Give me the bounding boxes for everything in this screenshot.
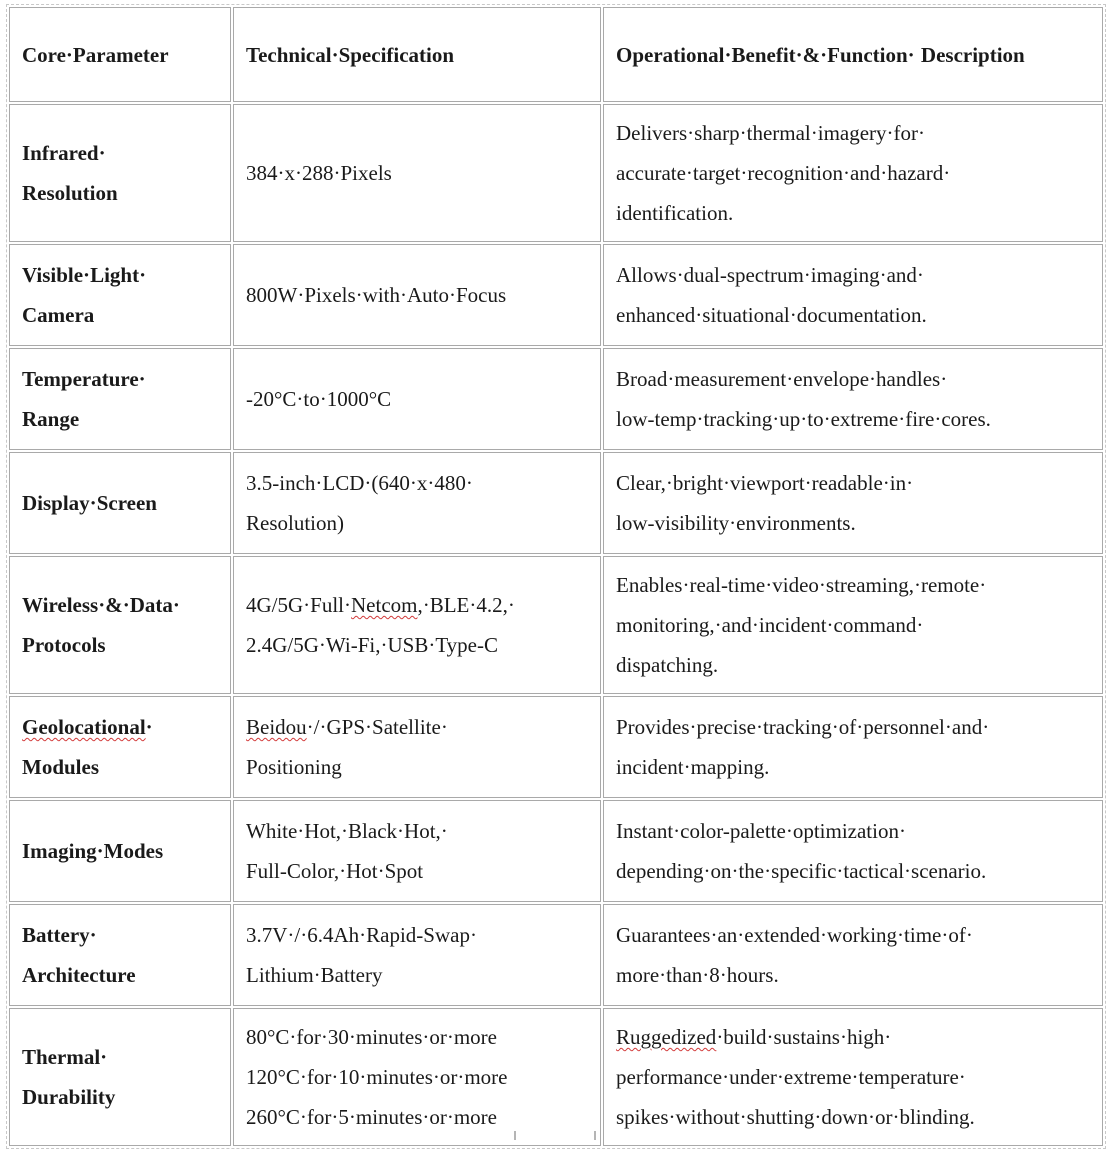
- cell-text-line: Beidou·/·GPS·Satellite·: [246, 715, 448, 739]
- benefit-cell: [603, 696, 1103, 798]
- benefit-cell: [603, 1008, 1103, 1146]
- parameter-cell: [9, 104, 231, 242]
- specification-cell: [233, 452, 601, 554]
- benefit-cell: [603, 244, 1103, 346]
- header-operational-benefit: Operational·Benefit·&·Function· Description: [603, 7, 1103, 102]
- cell-text-line: Clear,·bright·viewport·readable·in·: [616, 471, 914, 495]
- cell-text-line: spikes·without·shutting·down·or·blinding.: [616, 1105, 975, 1129]
- cell-text-line: Instant·color-palette·optimization·: [616, 819, 906, 843]
- benefit-cell: [603, 348, 1103, 450]
- cell-text-line: Display·Screen: [22, 491, 157, 515]
- cell-text-line: low-visibility·environments.: [616, 511, 856, 535]
- table-row: [9, 696, 1103, 798]
- cell-text-line: Broad·measurement·envelope·handles·: [616, 367, 948, 391]
- specification-cell: [233, 556, 601, 694]
- cell-text-line: performance·under·extreme·temperature·: [616, 1065, 966, 1089]
- cell-text-line: 4G/5G·Full·Netcom,·BLE·4.2,·: [246, 593, 515, 617]
- cell-text-line: 384·x·288·Pixels: [246, 161, 392, 185]
- parameter-cell: [9, 1008, 231, 1146]
- cell-text-line: Range: [22, 407, 80, 431]
- specification-cell: [233, 244, 601, 346]
- specification-cell: [233, 696, 601, 798]
- cell-text-line: dispatching.: [616, 653, 719, 677]
- cell-text-line: Allows·dual-spectrum·imaging·and·: [616, 263, 924, 287]
- cell-text-line: 3.5-inch·LCD·(640·x·480·: [246, 471, 473, 495]
- parameter-cell: [9, 556, 231, 694]
- cell-text-line: Ruggedized·build·sustains·high·: [616, 1025, 892, 1049]
- table-row: [9, 904, 1103, 1006]
- benefit-cell: [603, 104, 1103, 242]
- cell-text-line: Thermal·: [22, 1045, 108, 1069]
- cell-text-line: 260°C·for·5·minutes·or·more: [246, 1105, 497, 1129]
- cell-text-line: incident·mapping.: [616, 755, 770, 779]
- specification-cell: [233, 904, 601, 1006]
- table-row: [9, 800, 1103, 902]
- specification-cell: [233, 104, 601, 242]
- cell-text-line: 2.4G/5G·Wi-Fi,·USB·Type-C: [246, 633, 498, 657]
- table-row: [9, 1008, 1103, 1146]
- table-row: [9, 556, 1103, 694]
- parameter-cell: [9, 348, 231, 450]
- table-header-row: [9, 7, 1103, 102]
- cell-text-line: White·Hot,·Black·Hot,·: [246, 819, 448, 843]
- cell-text-line: enhanced·situational·documentation.: [616, 303, 927, 327]
- cell-text-line: low-temp·tracking·up·to·extreme·fire·cores.: [616, 407, 991, 431]
- cell-text-line: Modules: [22, 755, 100, 779]
- parameter-cell: [9, 696, 231, 798]
- table-row: [9, 348, 1103, 450]
- cell-text-line: Durability: [22, 1085, 116, 1109]
- table-row: [9, 452, 1103, 554]
- table-row: [9, 104, 1103, 242]
- cell-text-line: Guarantees·an·extended·working·time·of·: [616, 923, 973, 947]
- cell-text-line: Infrared·: [22, 141, 106, 165]
- header-core-parameter: Core·Parameter: [9, 7, 231, 102]
- cell-text-line: Positioning: [246, 755, 342, 779]
- benefit-cell: [603, 556, 1103, 694]
- cell-text-line: Resolution): [246, 511, 344, 535]
- page-break-marker: [514, 1131, 596, 1140]
- benefit-cell: [603, 800, 1103, 902]
- cell-text-line: Delivers·sharp·thermal·imagery·for·: [616, 121, 926, 145]
- parameter-cell: [9, 244, 231, 346]
- cell-text-line: Provides·precise·tracking·of·personnel·and·: [616, 715, 990, 739]
- parameter-cell: [9, 904, 231, 1006]
- header-technical-specification: Technical·Specification: [233, 7, 601, 102]
- cell-text-line: Visible·Light·: [22, 263, 147, 287]
- cell-text-line: Geolocational·: [22, 715, 153, 739]
- cell-text-line: Enables·real-time·video·streaming,·remote·: [616, 573, 987, 597]
- cell-text-line: 800W·Pixels·with·Auto·Focus: [246, 283, 507, 307]
- parameter-cell: [9, 800, 231, 902]
- cell-text-line: Camera: [22, 303, 95, 327]
- cell-text-line: Temperature·: [22, 367, 146, 391]
- cell-text-line: Wireless·&·Data·: [22, 593, 180, 617]
- parameter-cell: [9, 452, 231, 554]
- table-body: [9, 104, 1103, 1146]
- specification-cell: [233, 348, 601, 450]
- cell-text-line: 80°C·for·30·minutes·or·more: [246, 1025, 497, 1049]
- cell-text-line: accurate·target·recognition·and·hazard·: [616, 161, 951, 185]
- cell-text-line: Resolution: [22, 181, 118, 205]
- table-row: [9, 244, 1103, 346]
- benefit-cell: [603, 904, 1103, 1006]
- cell-text-line: -20°C·to·1000°C: [246, 387, 392, 411]
- cell-text-line: monitoring,·and·incident·command·: [616, 613, 924, 637]
- cell-text-line: Architecture: [22, 963, 136, 987]
- cell-text-line: 120°C·for·10·minutes·or·more: [246, 1065, 508, 1089]
- cell-text-line: Protocols: [22, 633, 106, 657]
- cell-text-line: more·than·8·hours.: [616, 963, 779, 987]
- benefit-cell: [603, 452, 1103, 554]
- specification-cell: [233, 800, 601, 902]
- cell-text-line: identification.: [616, 201, 734, 225]
- cell-text-line: Full-Color,·Hot·Spot: [246, 859, 424, 883]
- specification-table: [6, 4, 1106, 1149]
- cell-text-line: 3.7V·/·6.4Ah·Rapid-Swap·: [246, 923, 477, 947]
- cell-text-line: depending·on·the·specific·tactical·scenario.: [616, 859, 987, 883]
- cell-text-line: Imaging·Modes: [22, 839, 164, 863]
- cell-text-line: Lithium·Battery: [246, 963, 383, 987]
- specification-cell: [233, 1008, 601, 1146]
- cell-text-line: Battery·: [22, 923, 97, 947]
